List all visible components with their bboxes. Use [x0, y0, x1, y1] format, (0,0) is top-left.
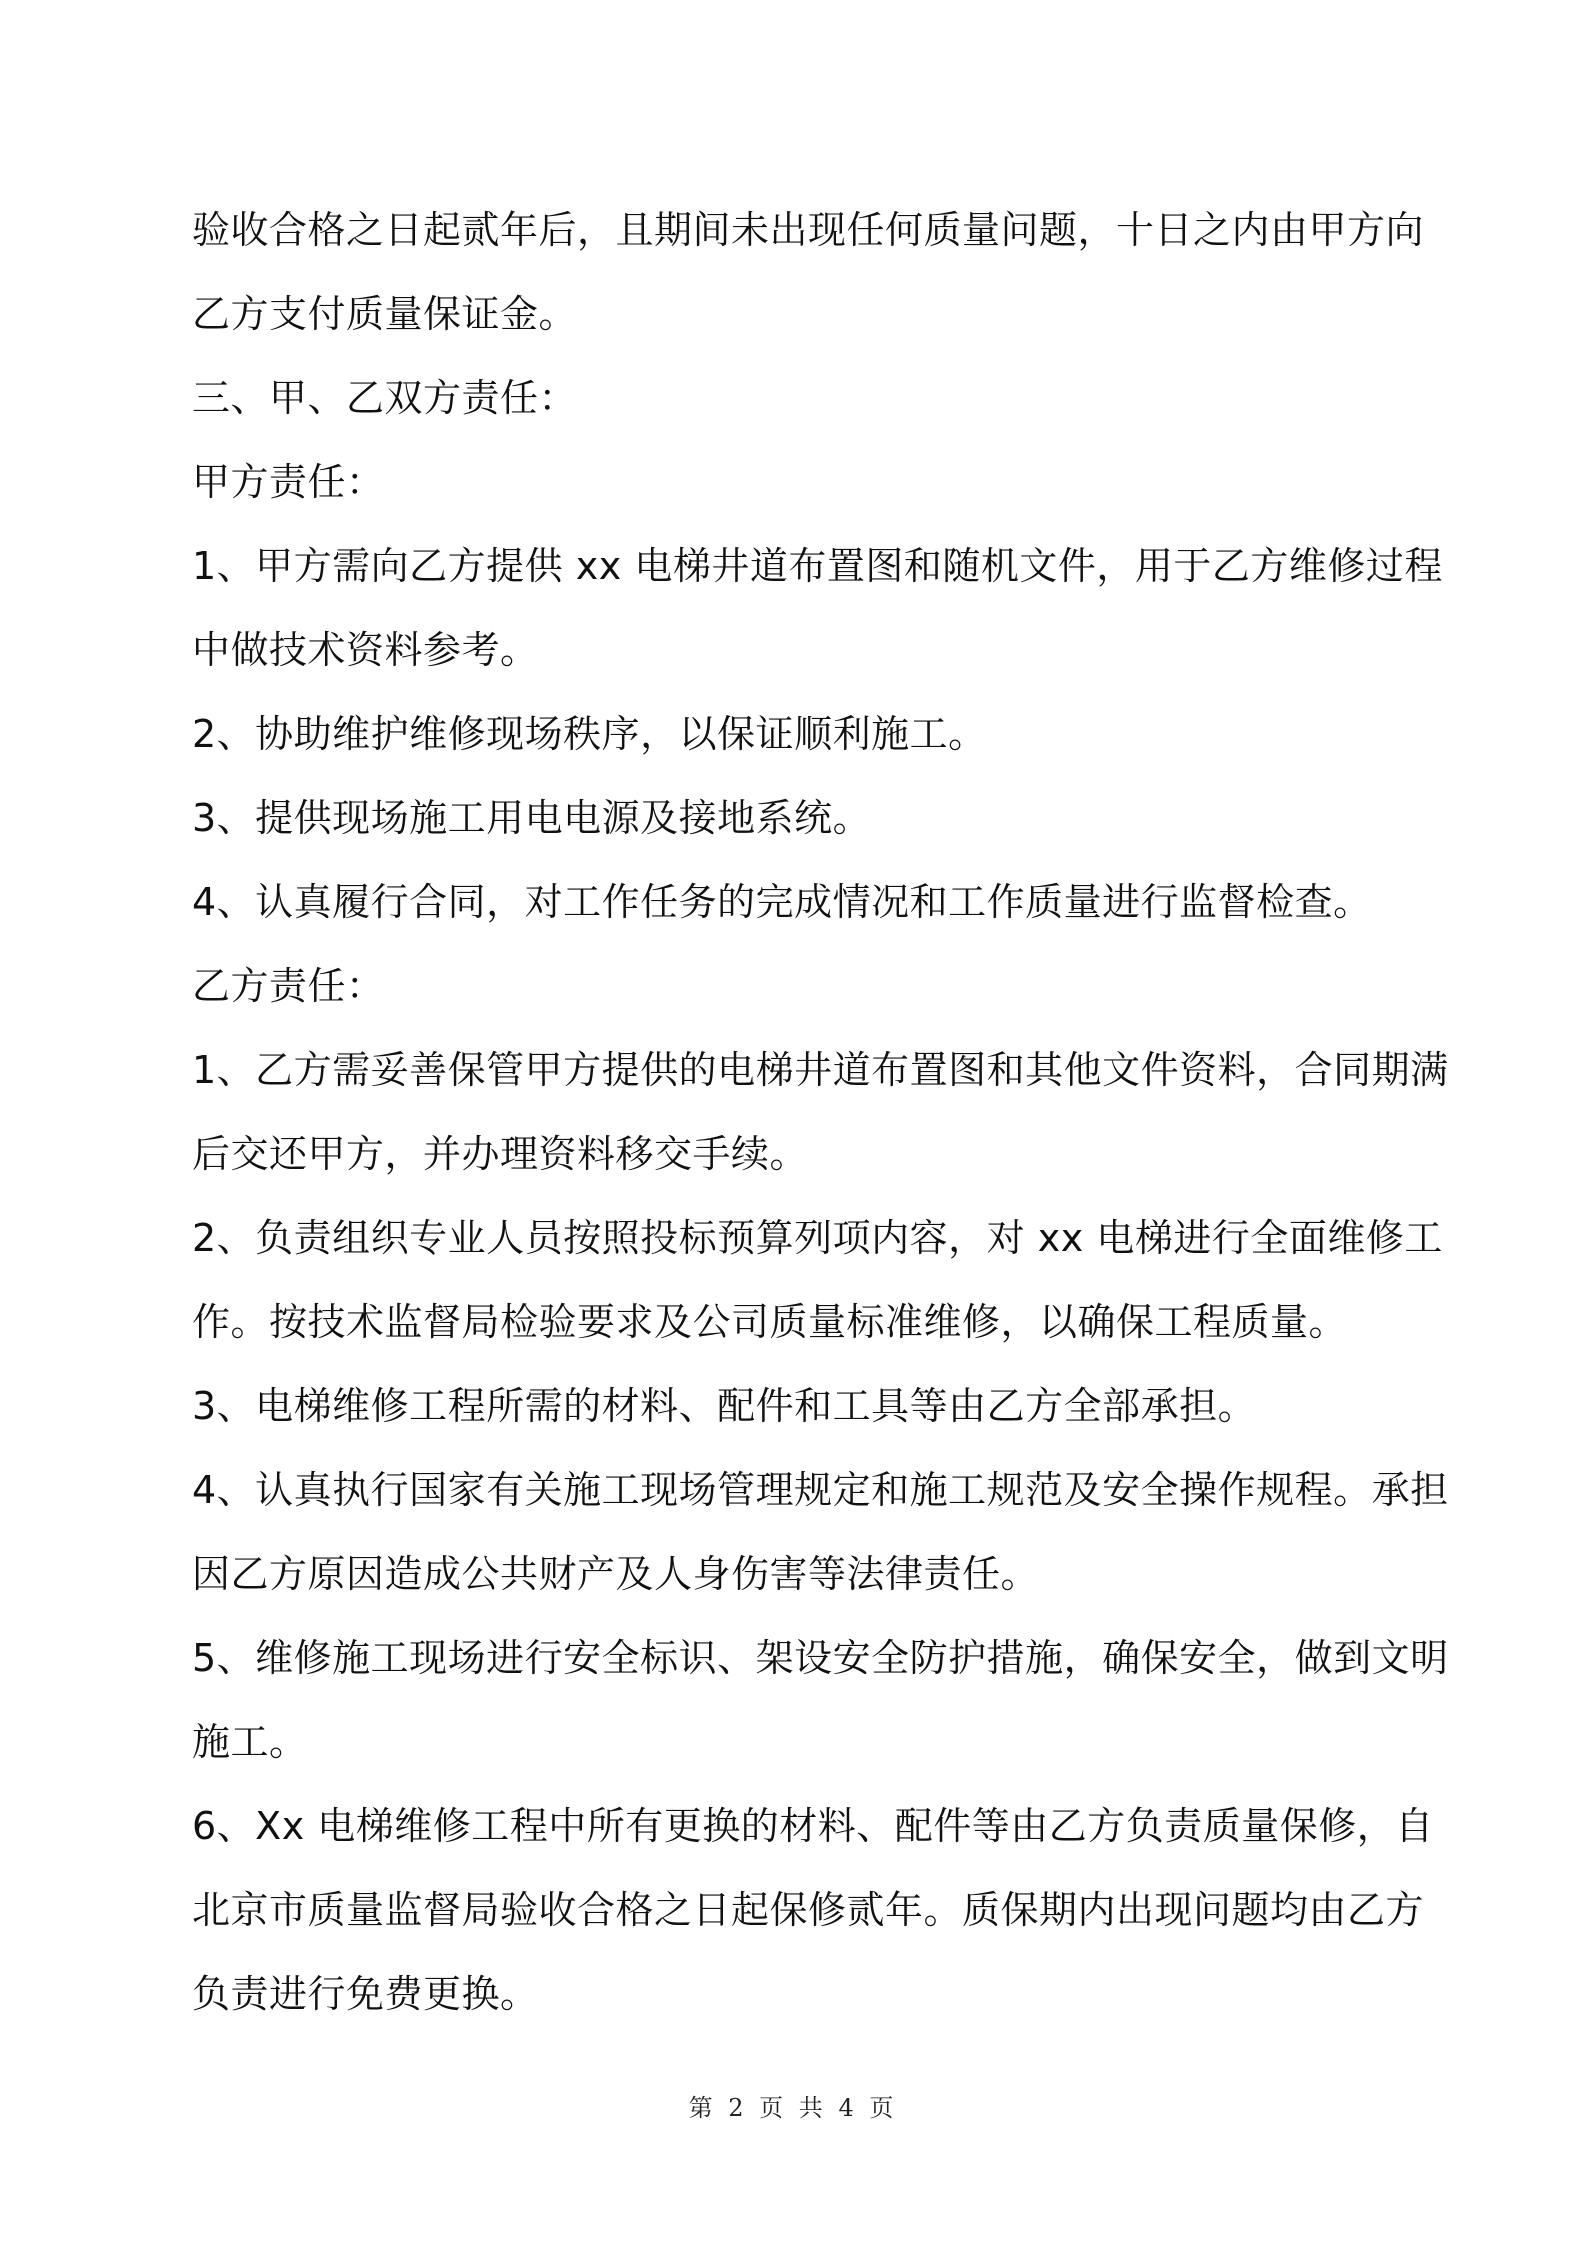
page-number-footer: 第 2 页 共 4 页 — [688, 2094, 898, 2122]
text-line-17: 因乙方原因造成公共财产及人身伤害等法律责任。 — [192, 1552, 1040, 1596]
subheading-party-a: 甲方责任： — [192, 460, 385, 504]
text-line-8: 3、提供现场施工用电电源及接地系统。 — [192, 796, 872, 840]
text-line-5: 1、甲方需向乙方提供 xx 电梯井道布置图和随机文件，用于乙方维修过程 — [192, 544, 1443, 588]
text-line-11: 1、乙方需妥善保管甲方提供的电梯井道布置图和其他文件资料，合同期满 — [192, 1048, 1449, 1092]
text-line-2: 乙方支付质量保证金。 — [192, 292, 578, 336]
text-line-13: 2、负责组织专业人员按照投标预算列项内容，对 xx 电梯进行全面维修工 — [192, 1216, 1443, 1260]
subheading-party-b: 乙方责任： — [192, 964, 385, 1008]
text-line-12: 后交还甲方，并办理资料移交手续。 — [192, 1132, 809, 1176]
text-line-1: 验收合格之日起贰年后，且期间未出现任何质量问题，十日之内由甲方向 — [192, 208, 1425, 252]
text-line-16: 4、认真执行国家有关施工现场管理规定和施工规范及安全操作规程。承担 — [192, 1468, 1449, 1512]
text-line-21: 北京市质量监督局验收合格之日起保修贰年。质保期内出现问题均由乙方 — [192, 1888, 1425, 1932]
text-line-19: 施工。 — [192, 1720, 308, 1764]
text-line-18: 5、维修施工现场进行安全标识、架设安全防护措施，确保安全，做到文明 — [192, 1636, 1449, 1680]
text-line-6: 中做技术资料参考。 — [192, 628, 539, 672]
document-body — [192, 188, 1449, 2036]
section-heading: 三、甲、乙双方责任： — [192, 376, 578, 420]
text-line-9: 4、认真履行合同，对工作任务的完成情况和工作质量进行监督检查。 — [192, 880, 1372, 924]
text-line-20: 6、Xx 电梯维修工程中所有更换的材料、配件等由乙方负责质量保修，自 — [192, 1804, 1434, 1848]
text-line-7: 2、协助维护维修现场秩序，以保证顺利施工。 — [192, 712, 987, 756]
text-line-22: 负责进行免费更换。 — [192, 1972, 539, 2016]
text-line-14: 作。按技术监督局检验要求及公司质量标准维修，以确保工程质量。 — [192, 1300, 1348, 1344]
text-line-15: 3、电梯维修工程所需的材料、配件和工具等由乙方全部承担。 — [192, 1384, 1257, 1428]
